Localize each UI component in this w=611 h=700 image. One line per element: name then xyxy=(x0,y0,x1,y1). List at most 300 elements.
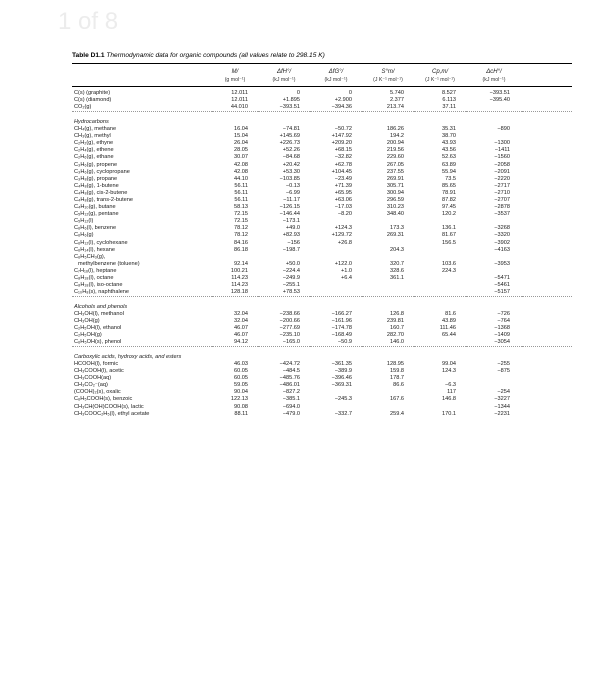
spacer-cell xyxy=(522,368,572,375)
enthalpy-combustion-cell: −2091 xyxy=(494,168,510,175)
entropy-cell: 320.7 xyxy=(390,260,404,267)
gibbs-formation-cell xyxy=(310,289,362,297)
entropy-cell xyxy=(362,218,414,225)
compound-name: C(s) (graphite) xyxy=(74,90,111,97)
enthalpy-formation-cell: −103.85 xyxy=(279,175,300,182)
entropy-cell: 239.81 xyxy=(386,318,404,325)
enthalpy-formation-cell: +20.42 xyxy=(282,161,300,168)
molar-mass-cell: 90.04 xyxy=(234,389,248,396)
entropy-cell: 229.60 xyxy=(386,154,404,161)
spacer-cell xyxy=(522,87,572,98)
molar-mass-cell: 16.04 xyxy=(234,126,248,133)
spacer-cell xyxy=(522,404,572,411)
table-row xyxy=(72,211,572,218)
heat-capacity-cell: 120.2 xyxy=(442,211,456,218)
table-note: (all values relate to 298.15 K) xyxy=(239,52,325,59)
enthalpy-formation-cell: −486.01 xyxy=(279,382,300,389)
spacer-cell xyxy=(522,147,572,154)
table-row xyxy=(72,232,572,239)
thermo-data-table xyxy=(72,64,572,418)
heat-capacity-cell xyxy=(414,375,466,382)
section-title: Alcohols and phenols xyxy=(74,303,128,310)
molar-mass-cell: 78.12 xyxy=(234,232,248,239)
molar-mass-cell: 78.12 xyxy=(234,225,248,232)
enthalpy-combustion-cell: −2231 xyxy=(494,410,510,417)
compound-name: C₂H₄(g), ethene xyxy=(74,147,114,154)
gibbs-formation-cell xyxy=(310,404,362,411)
enthalpy-formation-cell: −224.4 xyxy=(282,267,300,274)
molar-mass-cell: 56.11 xyxy=(234,189,248,196)
table-row xyxy=(72,268,572,275)
gibbs-formation-cell: −396.46 xyxy=(331,375,352,382)
enthalpy-combustion-cell: −3537 xyxy=(494,211,510,218)
molar-mass-cell: 100.21 xyxy=(230,267,248,274)
enthalpy-formation-cell: +49.0 xyxy=(285,225,300,232)
spacer-cell xyxy=(522,289,572,297)
entropy-cell: 86.6 xyxy=(393,382,404,389)
entropy-cell: 126.8 xyxy=(390,310,404,317)
table-row xyxy=(72,404,572,411)
compound-name: C₈H₁₈(l), octane xyxy=(74,275,114,282)
enthalpy-formation-cell: −385.1 xyxy=(282,396,300,403)
table-row xyxy=(72,225,572,232)
molar-mass-cell: 72.15 xyxy=(234,211,248,218)
enthalpy-formation-cell: −11.17 xyxy=(283,197,300,204)
table-row xyxy=(72,190,572,197)
molar-mass-cell: 58.13 xyxy=(234,204,248,211)
heat-capacity-cell: 8.527 xyxy=(442,90,456,97)
enthalpy-combustion-cell xyxy=(466,268,522,275)
gibbs-formation-cell: 0 xyxy=(348,90,352,97)
table-row xyxy=(72,289,572,297)
section-title: Carboxylic acids, hydroxy acids, and esters xyxy=(74,353,182,360)
enthalpy-combustion-cell: −1344 xyxy=(494,403,510,410)
entropy-cell: 167.6 xyxy=(390,396,404,403)
enthalpy-combustion-cell: −255 xyxy=(497,360,510,367)
table-page xyxy=(72,52,572,418)
table-row xyxy=(72,247,572,254)
spacer-cell xyxy=(522,318,572,325)
molar-mass-cell: 72.15 xyxy=(234,218,248,225)
gibbs-formation-cell: −168.49 xyxy=(331,332,352,339)
entropy-cell: 361.1 xyxy=(390,275,404,282)
gibbs-formation-cell: −394.36 xyxy=(331,104,352,111)
heat-capacity-cell: 43.89 xyxy=(442,318,456,325)
gibbs-formation-cell: −369.31 xyxy=(331,382,352,389)
heat-capacity-cell: 81.6 xyxy=(445,310,456,317)
enthalpy-combustion-cell: −4163 xyxy=(494,246,510,253)
entropy-cell xyxy=(362,389,414,396)
heat-capacity-cell: 81.67 xyxy=(442,232,456,239)
compound-name: C₅H₁₂(g), pentane xyxy=(74,211,119,218)
table-row xyxy=(72,411,572,418)
molar-mass-cell: 26.04 xyxy=(234,140,248,147)
gibbs-formation-cell xyxy=(310,282,362,289)
enthalpy-formation-cell: +1.895 xyxy=(282,97,300,104)
gibbs-formation-cell: −8.20 xyxy=(337,211,352,218)
heat-capacity-cell: 52.63 xyxy=(442,154,456,161)
table-row xyxy=(72,382,572,389)
heat-capacity-cell: 38.70 xyxy=(442,133,456,140)
molar-mass-cell: 44.10 xyxy=(234,175,248,182)
heat-capacity-cell xyxy=(414,404,466,411)
spacer-cell xyxy=(522,339,572,347)
entropy-cell: 146.0 xyxy=(390,339,404,346)
molar-mass-cell xyxy=(212,254,258,261)
enthalpy-formation-cell: −198.7 xyxy=(282,246,300,253)
enthalpy-combustion-cell xyxy=(466,133,522,140)
table-row xyxy=(72,147,572,154)
enthalpy-combustion-cell xyxy=(466,218,522,225)
enthalpy-formation-cell: +50.0 xyxy=(285,260,300,267)
gibbs-formation-cell: −161.96 xyxy=(331,318,352,325)
heat-capacity-cell: 103.6 xyxy=(442,260,456,267)
entropy-cell: 310.23 xyxy=(386,204,404,211)
spacer-cell xyxy=(522,183,572,190)
table-row xyxy=(72,197,572,204)
enthalpy-combustion-cell: −1300 xyxy=(494,140,510,147)
molar-mass-cell: 128.18 xyxy=(230,289,248,296)
compound-name: C₄H₈(g), trans-2-butene xyxy=(74,197,134,204)
gibbs-formation-cell: +26.8 xyxy=(337,239,352,246)
gibbs-formation-cell: +71.39 xyxy=(334,182,352,189)
gibbs-formation-cell: +124.3 xyxy=(334,225,352,232)
enthalpy-combustion-cell: −1368 xyxy=(494,325,510,332)
enthalpy-formation-cell: −694.0 xyxy=(282,403,300,410)
molar-mass-cell: 42.08 xyxy=(234,168,248,175)
spacer-cell xyxy=(522,325,572,332)
header-entropy: S°m/ (J K⁻¹ mol⁻¹) xyxy=(362,64,414,87)
enthalpy-formation-cell: −84.68 xyxy=(282,154,300,161)
enthalpy-combustion-cell: −395.40 xyxy=(489,97,510,104)
gibbs-formation-cell: +2.900 xyxy=(334,97,352,104)
table-label: Table D1.1 xyxy=(72,52,105,59)
enthalpy-combustion-cell: −3902 xyxy=(494,239,510,246)
header-heat-capacity: Cp,m/ (J K⁻¹ mol⁻¹) xyxy=(414,64,466,87)
table-row xyxy=(72,176,572,183)
gibbs-formation-cell: +65.95 xyxy=(334,189,352,196)
enthalpy-formation-cell: −6.99 xyxy=(285,189,300,196)
enthalpy-combustion-cell: −254 xyxy=(497,389,510,396)
spacer-cell xyxy=(522,176,572,183)
enthalpy-combustion-cell: −2220 xyxy=(494,175,510,182)
gibbs-formation-cell: −166.27 xyxy=(331,310,352,317)
enthalpy-formation-cell: −484.5 xyxy=(282,368,300,375)
gibbs-formation-cell: +129.72 xyxy=(331,232,352,239)
table-row xyxy=(72,361,572,368)
molar-mass-cell: 46.07 xyxy=(234,325,248,332)
table-row xyxy=(72,140,572,147)
gibbs-formation-cell: −332.7 xyxy=(334,410,352,417)
spacer-cell xyxy=(522,97,572,104)
table-row xyxy=(72,325,572,332)
entropy-cell: 128.95 xyxy=(386,360,404,367)
enthalpy-combustion-cell: −2717 xyxy=(494,182,510,189)
enthalpy-formation-cell: −156 xyxy=(287,239,300,246)
table-row xyxy=(72,254,572,261)
table-row xyxy=(72,311,572,318)
heat-capacity-cell: 97.45 xyxy=(442,204,456,211)
enthalpy-formation-cell: −277.69 xyxy=(279,325,300,332)
spacer-cell xyxy=(522,389,572,396)
page-watermark: 1 of 8 xyxy=(58,8,119,35)
table-row xyxy=(72,133,572,140)
entropy-cell xyxy=(362,282,414,289)
enthalpy-combustion-cell: −393.51 xyxy=(489,90,510,97)
enthalpy-formation-cell: +78.53 xyxy=(282,289,300,296)
molar-mass-cell: 84.16 xyxy=(234,239,248,246)
enthalpy-formation-cell: −827.2 xyxy=(282,389,300,396)
gibbs-formation-cell: +104.45 xyxy=(331,168,352,175)
heat-capacity-cell: 170.1 xyxy=(442,410,456,417)
enthalpy-formation-cell: +53.30 xyxy=(282,168,300,175)
heat-capacity-cell: 43.93 xyxy=(442,140,456,147)
header-name xyxy=(72,64,212,87)
heat-capacity-cell: 156.5 xyxy=(442,239,456,246)
molar-mass-cell: 12.011 xyxy=(231,90,248,97)
heat-capacity-cell: 224.3 xyxy=(442,267,456,274)
molar-mass-cell: 32.04 xyxy=(234,318,248,325)
enthalpy-combustion-cell xyxy=(466,382,522,389)
entropy-cell: 178.7 xyxy=(390,375,404,382)
enthalpy-combustion-cell: −764 xyxy=(497,318,510,325)
molar-mass-cell: 28.05 xyxy=(234,147,248,154)
spacer-cell xyxy=(522,190,572,197)
molar-mass-cell: 122.13 xyxy=(230,396,248,403)
compound-name: CH₃COOH(aq) xyxy=(74,375,112,382)
enthalpy-combustion-cell: −3953 xyxy=(494,260,510,267)
compound-name: CH₃CO₂⁻(aq) xyxy=(74,382,108,389)
spacer-cell xyxy=(522,247,572,254)
enthalpy-combustion-cell: −2878 xyxy=(494,204,510,211)
enthalpy-combustion-cell: −5471 xyxy=(494,275,510,282)
header-enthalpy-combustion: ΔcH°/ (kJ mol⁻¹) xyxy=(466,64,522,87)
section-heading xyxy=(72,351,572,361)
table-row xyxy=(72,396,572,403)
entropy-cell: 5.740 xyxy=(390,90,404,97)
heat-capacity-cell: −6.3 xyxy=(444,382,456,389)
entropy-cell: 173.3 xyxy=(390,225,404,232)
enthalpy-formation-cell: −0.13 xyxy=(285,182,300,189)
compound-name: C₄H₈(g), 1-butene xyxy=(74,182,119,189)
spacer-cell xyxy=(522,225,572,232)
heat-capacity-cell xyxy=(414,275,466,282)
heat-capacity-cell xyxy=(414,247,466,254)
enthalpy-combustion-cell: −3268 xyxy=(494,225,510,232)
compound-name: CH₃OH(g) xyxy=(74,318,100,325)
heat-capacity-cell xyxy=(414,339,466,347)
spacer-cell xyxy=(522,140,572,147)
compound-name: C₄H₁₀(g), butane xyxy=(74,204,116,211)
gibbs-formation-cell xyxy=(310,218,362,225)
table-title: Thermodynamic data for organic compounds xyxy=(106,52,238,59)
molar-mass-cell: 88.11 xyxy=(234,410,248,417)
spacer-cell xyxy=(522,204,572,211)
enthalpy-formation-cell: −74.81 xyxy=(282,126,300,133)
heat-capacity-cell: 87.82 xyxy=(442,197,456,204)
compound-name: C₂H₅OH(l), ethanol xyxy=(74,325,122,332)
compound-name: C₁₀H₈(s), naphthalene xyxy=(74,289,130,296)
spacer-cell xyxy=(522,411,572,418)
table-row xyxy=(72,339,572,347)
compound-name: C₃H₆(g), cyclopropane xyxy=(74,168,130,175)
heat-capacity-cell: 99.04 xyxy=(442,360,456,367)
table-row xyxy=(72,368,572,375)
table-row xyxy=(72,240,572,247)
header-enthalpy-formation: ΔfH°/ (kJ mol⁻¹) xyxy=(258,64,310,87)
compound-name: CH₄(g), methane xyxy=(74,126,117,133)
enthalpy-combustion-cell: −5461 xyxy=(494,282,510,289)
spacer-cell xyxy=(522,268,572,275)
molar-mass-cell: 90.08 xyxy=(234,403,248,410)
enthalpy-combustion-cell: −3320 xyxy=(494,232,510,239)
entropy-cell: 186.26 xyxy=(386,126,404,133)
heat-capacity-cell xyxy=(414,289,466,297)
heat-capacity-cell: 55.94 xyxy=(442,168,456,175)
table-row xyxy=(72,261,572,268)
compound-name: CH₃OH(l), methanol xyxy=(74,310,124,317)
table-row xyxy=(72,169,572,176)
gibbs-formation-cell: +147.92 xyxy=(331,133,352,140)
entropy-cell: 219.56 xyxy=(386,147,404,154)
gibbs-formation-cell: +209.20 xyxy=(331,140,352,147)
heat-capacity-cell: 65.44 xyxy=(442,332,456,339)
molar-mass-cell: 15.04 xyxy=(234,133,248,140)
heat-capacity-cell: 78.91 xyxy=(442,189,456,196)
gibbs-formation-cell: +6.4 xyxy=(340,275,352,282)
gibbs-formation-cell: +62.78 xyxy=(334,161,352,168)
compound-name: C₅H₁₂(l) xyxy=(74,218,94,225)
heat-capacity-cell xyxy=(414,254,466,261)
gibbs-formation-cell xyxy=(310,247,362,254)
compound-name: CO₂(g) xyxy=(74,104,92,111)
enthalpy-formation-cell: +82.93 xyxy=(282,232,300,239)
table-row xyxy=(72,218,572,225)
entropy-cell: 213.74 xyxy=(386,104,404,111)
enthalpy-formation-cell: −200.66 xyxy=(279,318,300,325)
heat-capacity-cell: 43.56 xyxy=(442,147,456,154)
gibbs-formation-cell: +122.0 xyxy=(334,260,352,267)
enthalpy-combustion-cell: −875 xyxy=(497,368,510,375)
enthalpy-formation-cell: −485.76 xyxy=(279,375,300,382)
enthalpy-formation-cell: −249.9 xyxy=(282,275,300,282)
molar-mass-cell: 86.18 xyxy=(234,246,248,253)
spacer-cell xyxy=(522,332,572,339)
table-row xyxy=(72,332,572,339)
gibbs-formation-cell: +63.06 xyxy=(334,197,352,204)
enthalpy-combustion-cell: −2710 xyxy=(494,189,510,196)
molar-mass-cell: 114.23 xyxy=(231,282,248,289)
heat-capacity-cell: 136.1 xyxy=(442,225,456,232)
table-row xyxy=(72,389,572,396)
gibbs-formation-cell: −23.49 xyxy=(334,175,352,182)
compound-name: C₆H₆(g) xyxy=(74,232,94,239)
spacer-cell xyxy=(522,382,572,389)
table-row xyxy=(72,282,572,289)
table-row xyxy=(72,97,572,104)
header-spacer xyxy=(522,64,572,87)
molar-mass-cell: 114.23 xyxy=(231,275,248,282)
gibbs-formation-cell xyxy=(310,389,362,396)
molar-mass-cell: 94.12 xyxy=(234,339,248,346)
compound-name: HCOOH(l), formic xyxy=(74,360,119,367)
entropy-cell: 305.71 xyxy=(386,182,404,189)
compound-name: CH₃COOH(l), acetic xyxy=(74,368,124,375)
heat-capacity-cell: 117 xyxy=(447,389,456,396)
compound-name: C₄H₈(g), cis-2-butene xyxy=(74,189,128,196)
enthalpy-formation-cell: −173.1 xyxy=(282,218,300,225)
table-row xyxy=(72,162,572,169)
entropy-cell: 267.05 xyxy=(386,161,404,168)
gibbs-formation-cell: +68.15 xyxy=(334,147,352,154)
entropy-cell: 2.377 xyxy=(390,97,404,104)
compound-name: (COOH)₂(s), oxalic xyxy=(74,389,121,396)
enthalpy-formation-cell: +52.26 xyxy=(282,147,300,154)
compound-name: C₆H₅OH(s), phenol xyxy=(74,339,122,346)
enthalpy-combustion-cell xyxy=(466,375,522,382)
molar-mass-cell: 60.05 xyxy=(234,375,248,382)
entropy-cell xyxy=(362,289,414,297)
molar-mass-cell: 32.04 xyxy=(234,310,248,317)
enthalpy-formation-cell: −235.10 xyxy=(279,332,300,339)
molar-mass-cell: 12.011 xyxy=(231,97,248,104)
gibbs-formation-cell: −361.35 xyxy=(331,360,352,367)
table-row xyxy=(72,318,572,325)
compound-name: methylbenzene (toluene) xyxy=(78,260,140,267)
heat-capacity-cell: 63.89 xyxy=(442,161,456,168)
table-row xyxy=(72,375,572,382)
header-gibbs-formation: ΔfG°/ (kJ mol⁻¹) xyxy=(310,64,362,87)
compound-name: C₇H₁₆(l), heptane xyxy=(74,267,117,274)
table-caption xyxy=(72,52,572,64)
enthalpy-formation-cell: −255.1 xyxy=(282,282,300,289)
table-row xyxy=(72,87,572,98)
table-row xyxy=(72,154,572,161)
gibbs-formation-cell xyxy=(310,254,362,261)
enthalpy-combustion-cell: −1560 xyxy=(494,154,510,161)
heat-capacity-cell: 111.46 xyxy=(439,325,456,332)
enthalpy-formation-cell: −424.72 xyxy=(279,360,300,367)
spacer-cell xyxy=(522,154,572,161)
spacer-cell xyxy=(522,169,572,176)
enthalpy-formation-cell: −165.0 xyxy=(282,339,300,346)
entropy-cell: 160.7 xyxy=(390,325,404,332)
spacer-cell xyxy=(522,261,572,268)
enthalpy-formation-cell: −146.44 xyxy=(279,211,300,218)
enthalpy-combustion-cell: −5157 xyxy=(494,289,510,296)
compound-name: C₈H₁₈(l), iso-octane xyxy=(74,282,123,289)
gibbs-formation-cell: −50.9 xyxy=(337,339,352,346)
heat-capacity-cell: 37.11 xyxy=(442,104,456,111)
section-heading xyxy=(72,116,572,126)
enthalpy-formation-cell: +226.73 xyxy=(279,140,300,147)
compound-name: CH₃COOC₂H₅(l), ethyl acetate xyxy=(74,410,150,417)
table-row xyxy=(72,204,572,211)
compound-name: C₂H₅OH(g) xyxy=(74,332,102,339)
molar-mass-cell: 60.05 xyxy=(234,368,248,375)
heat-capacity-cell: 146.8 xyxy=(442,396,456,403)
spacer-cell xyxy=(522,232,572,239)
gibbs-formation-cell: −50.72 xyxy=(334,126,352,133)
heat-capacity-cell: 35.31 xyxy=(442,126,456,133)
spacer-cell xyxy=(522,126,572,133)
enthalpy-formation-cell: −393.51 xyxy=(279,104,300,111)
spacer-cell xyxy=(522,211,572,218)
entropy-cell: 300.94 xyxy=(386,189,404,196)
spacer-cell xyxy=(522,162,572,169)
heat-capacity-cell: 124.3 xyxy=(442,368,456,375)
enthalpy-formation-cell: −479.0 xyxy=(282,410,300,417)
